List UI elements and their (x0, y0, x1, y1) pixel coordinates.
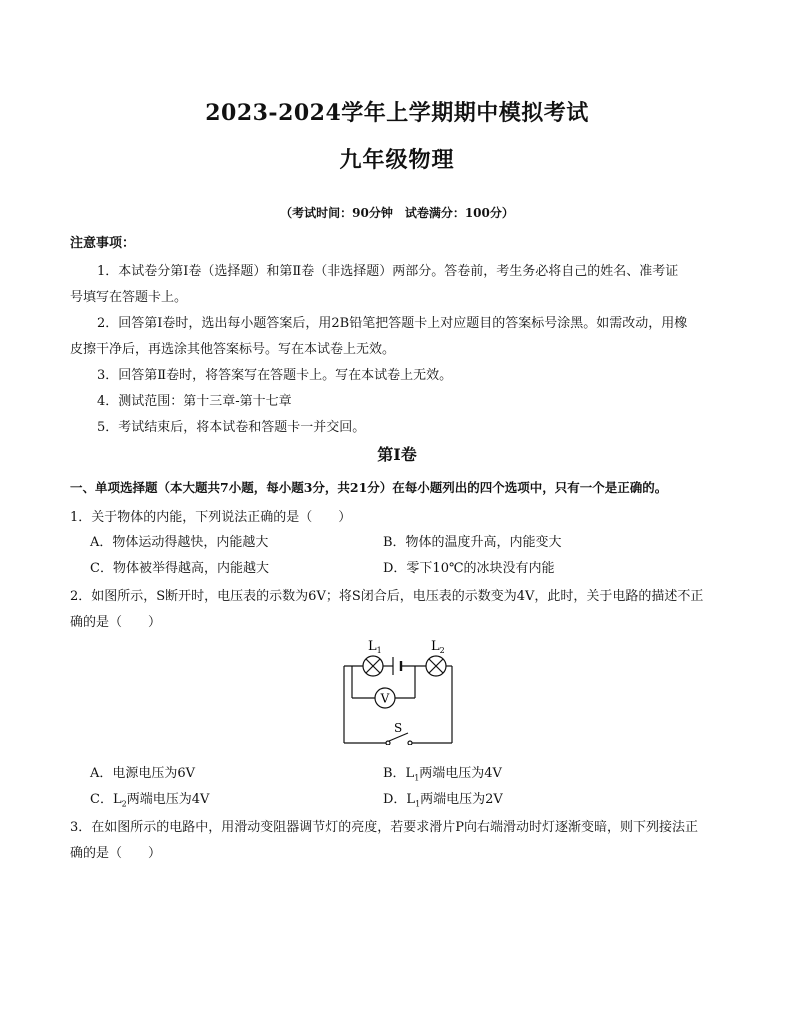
circuit-diagram (330, 630, 470, 745)
q1-option-c: C．物体被举得越高，内能越大 (90, 561, 269, 576)
switch-contact-left (386, 741, 390, 745)
q2-option-b: B．$L_1$两端电压为4V (383, 766, 502, 783)
q1-option-a: A．物体运动得越快，内能越大 (90, 535, 269, 550)
lamp-l2-label: $L_2$ (431, 639, 445, 655)
note-1-line-1: 1．本试卷分第Ⅰ卷（选择题）和第Ⅱ卷（非选择题）两部分。答卷前，考生务必将自己的姓名、准考证 (97, 264, 679, 279)
section-1-heading: 一、单项选择题（本大题共7小题，每小题3分，共21分）在每小题列出的四个选项中，只有一个是正确的。 (70, 480, 668, 495)
notes-heading: 注意事项： (70, 236, 136, 251)
volume-title: 第Ⅰ卷 (377, 445, 417, 464)
exam-title: 2023-2024学年上学期期中模拟考试 (205, 100, 589, 126)
switch-contact-right (408, 741, 412, 745)
note-2-line-1: 2．回答第Ⅰ卷时，选出每小题答案后，用2B铅笔把答题卡上对应题目的答案标号涂黑。如需改动，用橡 (97, 316, 688, 331)
note-1-line-2: 号填写在答题卡上。 (70, 290, 188, 305)
note-3: 3．回答第Ⅱ卷时，将答案写在答题卡上。写在本试卷上无效。 (97, 368, 453, 383)
note-2-line-2: 皮擦干净后，再选涂其他答案标号。写在本试卷上无效。 (70, 342, 396, 357)
exam-subtitle: 九年级物理 (339, 147, 455, 173)
exam-info: （考试时间：90分钟 试卷满分：100分） (280, 206, 514, 220)
q3-stem-line-2: 确的是（ ） (70, 846, 162, 861)
voltmeter-symbol: V (380, 691, 390, 706)
q2-option-c: C．$L_2$两端电压为4V (90, 792, 210, 809)
q1-option-d: D．零下10℃的冰块没有内能 (383, 561, 555, 576)
q3-stem-line-1: 3．在如图所示的电路中，用滑动变阻器调节灯的亮度，若要求滑片P向右端滑动时灯逐渐变暗，则下列接法正 (70, 820, 699, 835)
q2-stem-line-1: 2．如图所示，S断开时，电压表的示数为6V；将S闭合后，电压表的示数变为4V，此时，关于电路的描述不正 (70, 589, 704, 604)
q2-option-d: D．$L_1$两端电压为2V (383, 792, 503, 809)
q2-option-a: A．电源电压为6V (90, 766, 196, 781)
lamp-l1-label: $L_1$ (368, 639, 382, 655)
note-5: 5．考试结束后，将本试卷和答题卡一并交回。 (97, 420, 366, 435)
note-4: 4．测试范围：第十三章-第十七章 (97, 394, 292, 409)
q2-stem-line-2: 确的是（ ） (70, 615, 162, 630)
switch-label: S (394, 721, 403, 735)
q1-option-b: B．物体的温度升高，内能变大 (383, 535, 562, 550)
q1-stem: 1．关于物体的内能，下列说法正确的是（ ） (70, 510, 352, 525)
